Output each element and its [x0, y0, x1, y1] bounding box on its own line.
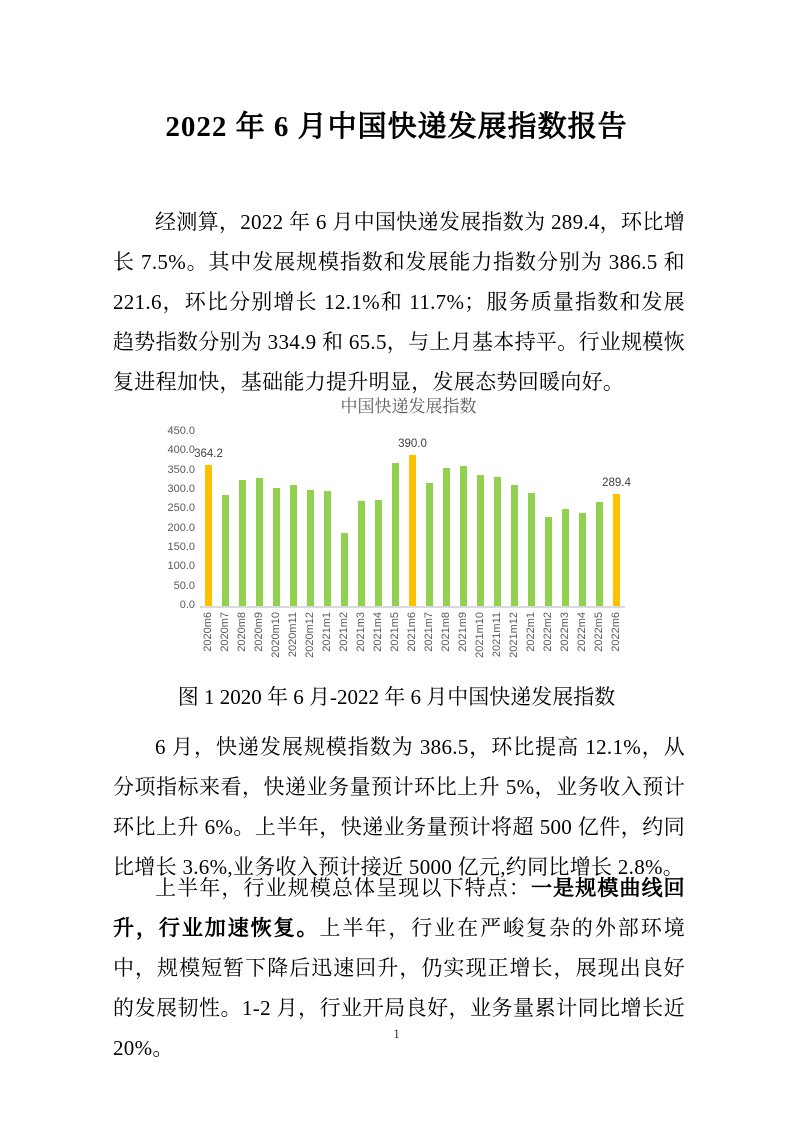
paragraph-summary: 经测算，2022 年 6 月中国快递发展指数为 289.4，环比增长 7.5%。其中发展规模指数和发展能力指数分别为 386.5 和 221.6，环比分别增长 12.1%和 11.7%；服务质量指数和发展趋势指数分别为 334.9 和 65.5，与上月基本持平。行业规模恢复进程加快，基础能力提升明显，发展态势回暖向好。	[113, 210, 685, 394]
x-axis-tick-label: 2021m5	[389, 612, 401, 652]
bar-slot	[404, 455, 421, 606]
x-axis-tick	[234, 608, 251, 672]
x-axis-tick-label: 2021m10	[474, 612, 486, 658]
chart-plot-column	[194, 432, 631, 672]
bar-2021m12	[511, 485, 518, 606]
bar-2021m11	[494, 477, 501, 606]
bar-2021m4	[375, 500, 382, 606]
bar-2020m10	[273, 488, 280, 606]
paragraph-features-lead: 上半年，行业规模总体呈现以下特点：	[155, 876, 531, 900]
bar-slot	[608, 494, 625, 606]
bar-2021m3	[358, 501, 365, 606]
x-axis-tick-label: 2021m4	[372, 612, 384, 652]
chart-x-axis	[200, 608, 625, 672]
x-axis-tick-label: 2022m5	[593, 612, 605, 652]
x-axis-tick-label: 2020m8	[236, 612, 248, 652]
x-axis-tick-label: 2021m7	[423, 612, 435, 652]
x-axis-tick	[387, 608, 404, 672]
bar-data-label: 289.4	[602, 477, 631, 490]
y-axis-tick-label: 250.0	[167, 502, 195, 515]
bar-slot	[591, 502, 608, 606]
bar-2022m4	[579, 513, 586, 606]
bar-2021m1	[324, 491, 331, 606]
x-axis-tick-label: 2020m7	[219, 612, 231, 652]
bar-2021m7	[426, 483, 433, 606]
bar-slot	[438, 468, 455, 606]
bar-slot	[387, 463, 404, 606]
y-axis-tick-label: 350.0	[167, 463, 195, 476]
x-axis-tick	[421, 608, 438, 672]
x-axis-tick-label: 2021m1	[321, 612, 333, 652]
chart-plot-area	[194, 432, 631, 608]
y-axis-tick-label: 450.0	[167, 425, 195, 437]
bar-slot	[251, 478, 268, 606]
bar-2020m8	[239, 480, 246, 606]
x-axis-tick	[319, 608, 336, 672]
paragraph-features-bold: 一是规模曲线回升，行业加速恢复。	[113, 876, 685, 940]
bar-2021m10	[477, 475, 484, 606]
x-axis-tick-label: 2020m12	[304, 612, 316, 658]
y-axis-tick-label: 100.0	[167, 560, 195, 573]
x-axis-tick	[574, 608, 591, 672]
x-axis-tick	[608, 608, 625, 672]
x-axis-tick	[472, 608, 489, 672]
x-axis-tick-label: 2021m8	[440, 612, 452, 652]
bar-slot	[506, 485, 523, 606]
chart-body	[162, 425, 631, 672]
x-axis-tick-label: 2021m6	[406, 612, 418, 652]
x-axis-tick	[268, 608, 285, 672]
page-number: 1	[393, 1026, 400, 1041]
bar-slot	[540, 517, 557, 606]
bar-chart	[162, 396, 631, 672]
x-axis-tick	[336, 608, 353, 672]
y-axis-tick-label: 200.0	[167, 521, 195, 534]
x-axis-tick	[438, 608, 455, 672]
bar-slot	[285, 485, 302, 606]
x-axis-tick-label: 2021m12	[508, 612, 520, 658]
x-axis-tick	[302, 608, 319, 672]
paragraph-features-rest: 上半年，行业在严峻复杂的外部环境中，规模短暂下降后迅速回升，仍实现正增长，展现出良好的发展韧性。1-2 月，行业开局良好，业务量累计同比增长近 20%。	[113, 916, 685, 1060]
bar-slot	[370, 500, 387, 606]
bar-slot	[234, 480, 251, 606]
x-axis-tick	[523, 608, 540, 672]
x-axis-tick	[404, 608, 421, 672]
bar-data-label: 364.2	[194, 448, 223, 461]
x-axis-tick-label: 2020m9	[253, 612, 265, 652]
x-axis-tick	[455, 608, 472, 672]
y-axis-tick-label: 150.0	[167, 541, 195, 553]
bar-2021m9	[460, 466, 467, 606]
bar-2020m6	[205, 465, 212, 606]
x-axis-tick	[557, 608, 574, 672]
bar-2020m12	[307, 490, 314, 606]
x-axis-tick	[591, 608, 608, 672]
bar-slot	[523, 493, 540, 606]
figure-caption: 图 1 2020 年 6 月-2022 年 6 月中国快递发展指数	[177, 685, 616, 709]
bar-2022m3	[562, 509, 569, 606]
x-axis-tick	[200, 608, 217, 672]
x-axis-tick	[353, 608, 370, 672]
bar-data-label: 390.0	[398, 438, 427, 451]
bar-2020m9	[256, 478, 263, 606]
page-title: 2022 年 6 月中国快递发展指数报告	[165, 111, 628, 143]
x-axis-tick-label: 2022m2	[542, 612, 554, 652]
bar-slot	[268, 488, 285, 606]
bar-slot	[200, 465, 217, 606]
bar-2021m6	[409, 455, 416, 606]
x-axis-tick	[506, 608, 523, 672]
x-axis-tick-label: 2020m11	[287, 612, 299, 658]
x-axis-tick-label: 2020m10	[270, 612, 282, 658]
bar-2021m8	[443, 468, 450, 606]
bar-slot	[421, 483, 438, 606]
paragraph-scale-index: 6 月，快递发展规模指数为 386.5，环比提高 12.1%，从分项指标来看，快递业务量预计环比上升 5%，业务收入预计环比上升 6%。上半年，快递业务量预计将超 500 亿件，约同比增长 3.6%,业务收入预计接近 5000 亿元,约同比增长 2.8%。	[113, 735, 685, 879]
y-axis-tick-label: 400.0	[167, 444, 195, 457]
y-axis-tick-label: 300.0	[167, 483, 195, 495]
bar-2020m7	[222, 495, 229, 606]
x-axis-tick-label: 2021m11	[491, 612, 503, 658]
x-axis-tick-label: 2022m6	[610, 612, 622, 652]
bar-slot	[353, 501, 370, 606]
bar-slot	[302, 490, 319, 606]
x-axis-tick-label: 2020m6	[202, 612, 214, 652]
bar-slot	[557, 509, 574, 606]
x-axis-tick-label: 2021m2	[338, 612, 350, 652]
bar-2022m6	[613, 494, 620, 606]
x-axis-tick-label: 2022m3	[559, 612, 571, 652]
x-axis-tick-label: 2021m3	[355, 612, 367, 652]
bar-slot	[472, 475, 489, 606]
bar-2020m11	[290, 485, 297, 606]
bar-slot	[455, 466, 472, 606]
bar-slot	[217, 495, 234, 606]
x-axis-tick	[489, 608, 506, 672]
bar-2021m5	[392, 463, 399, 606]
x-axis-tick	[251, 608, 268, 672]
bar-2022m5	[596, 502, 603, 606]
x-axis-tick	[217, 608, 234, 672]
x-axis-tick	[285, 608, 302, 672]
y-axis-tick-label: 0.0	[179, 599, 195, 611]
bar-slot	[489, 477, 506, 606]
bar-slot	[336, 533, 353, 606]
bar-2022m1	[528, 493, 535, 606]
bar-slot	[319, 491, 336, 606]
x-axis-tick-label: 2021m9	[457, 612, 469, 652]
bar-2022m2	[545, 517, 552, 606]
y-axis-tick-label: 50.0	[173, 579, 195, 592]
bar-slot	[574, 513, 591, 606]
bar-2021m2	[341, 533, 348, 606]
chart-title: 中国快递发展指数	[340, 397, 477, 416]
x-axis-tick	[540, 608, 557, 672]
x-axis-tick	[370, 608, 387, 672]
x-axis-tick-label: 2022m4	[576, 612, 588, 652]
x-axis-tick-label: 2022m1	[525, 612, 537, 652]
